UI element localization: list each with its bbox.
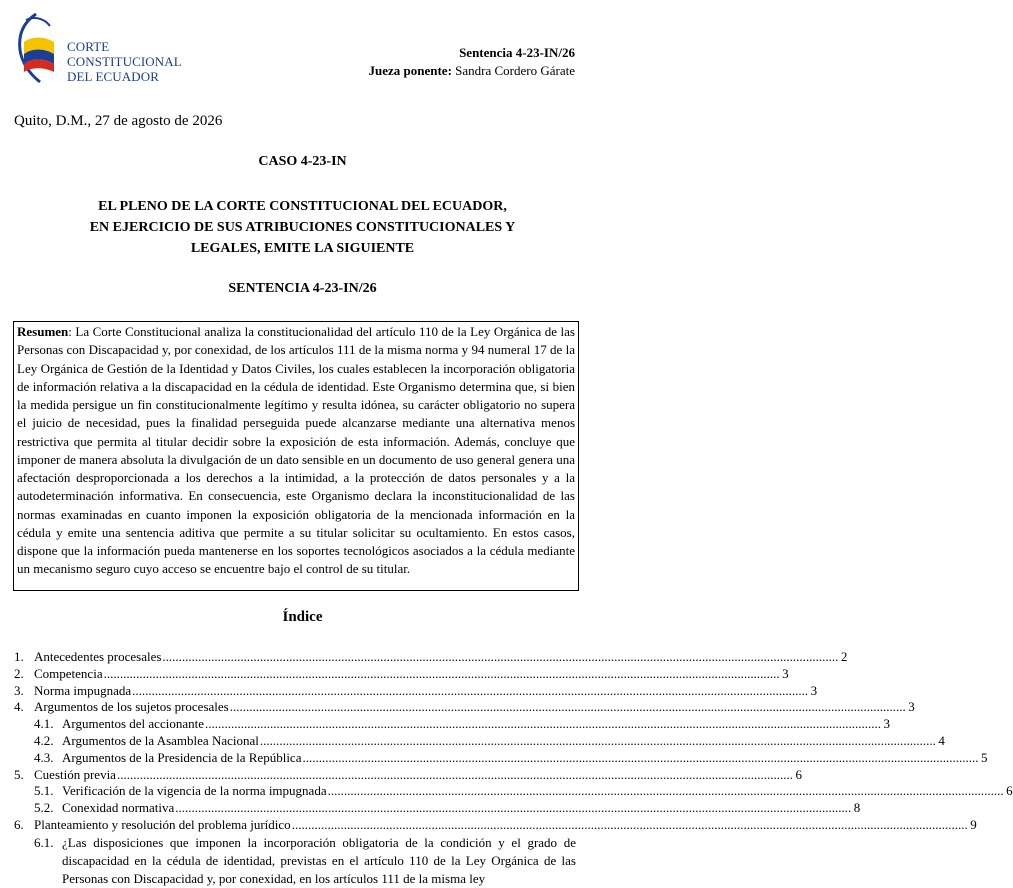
- court-logo: [14, 12, 189, 88]
- resumen-text: : La Corte Constitucional analiza la constitucionalidad del artículo 110 de la Ley Orgánica de las Personas con Discapacidad y, por conexidad, de los artículos 111 de la misma norma y 94 numeral 17 de la Ley Orgánica de Gestión de la Identidad y Datos Civiles, los cuales establecen la incorporación obligatoria de información relativa a la discapacidad en la cédula de identidad. Este Organismo determina que, si bien la medida persigue un fin constitucionalmente legítimo y resulta idónea, su carácter obligatorio no supera el juicio de necesidad, pues la finalidad perseguida puede alcanzarse mediante una alternativa menos restrictiva que permita al titular decidir sobre la exposición de esta información. Además, concluye que imponer de manera absoluta la divulgación de un dato sensible en un documento de uso general genera una afectación desproporcionada a los derechos a la intimidad, a la protección de datos personales y a la autodeterminación informativa. En consecuencia, este Organismo declara la inconstitucionalidad de las normas examinadas en cuanto imponen la exposición obligatoria de la mencionada información en la cédula y emite una sentencia aditiva que permite a su titular solicitar su ocultamiento. En estos casos, dispone que la información pueda mantenerse en los soportes tecnológicos asociados a la cédula mediante un mecanismo seguro cuyo acceso se encuentre bajo el control de su titular.: [17, 324, 575, 577]
- logo-text: [67, 39, 182, 84]
- pleno-line-3: LEGALES, EMITE LA SIGUIENTE: [190, 241, 415, 256]
- ecuador-flag-emblem-icon: [14, 12, 69, 88]
- resumen-box: [13, 321, 579, 591]
- logo-line-1: CORTE: [67, 39, 110, 54]
- table-of-contents: [14, 649, 1013, 834]
- toc-subitem[interactable]: 5.2. Conexidad normativa ..... 8: [14, 800, 576, 817]
- toc-item[interactable]: 5. Cuestión previa ..... 6: [14, 767, 576, 784]
- toc-item[interactable]: 3. Norma impugnada ..... 3: [14, 683, 576, 700]
- resumen-label: Resumen: [17, 324, 69, 339]
- header-reference: [368, 44, 575, 80]
- toc-item[interactable]: 2. Competencia ..... 3: [14, 666, 576, 683]
- toc-subitem-question[interactable]: ¿Las disposiciones que imponen la incorporación obligatoria de la condición y el grado de discapacidad en la cédula de identidad, previstas en el artículo 110 de la Ley Orgánica de las Personas con Discapacidad y, por conexidad, en los artículos 111 de la misma ley: [62, 835, 576, 886]
- toc-item[interactable]: 4. Argumentos de los sujetos procesales ..... 3: [14, 699, 576, 716]
- caso-title: CASO 4-23-IN: [258, 154, 347, 169]
- sentencia-title: SENTENCIA 4-23-IN/26: [228, 281, 377, 296]
- toc-item[interactable]: 6. Planteamiento y resolución del problema jurídico ..... 9: [14, 817, 576, 834]
- logo-line-2: CONSTITUCIONAL: [67, 54, 182, 69]
- toc-item[interactable]: 1. Antecedentes procesales ..... 2: [14, 649, 576, 666]
- toc-subitem[interactable]: 5.1. Verificación de la vigencia de la norma impugnada ..... 6: [14, 783, 576, 800]
- pleno-line-2: EN EJERCICIO DE SUS ATRIBUCIONES CONSTITUCIONALES Y: [89, 220, 516, 235]
- toc-subitem[interactable]: 4.3. Argumentos de la Presidencia de la República ..... 5: [14, 750, 576, 767]
- jueza-label: Jueza ponente:: [368, 63, 452, 78]
- logo-line-3: DEL ECUADOR: [67, 69, 159, 84]
- toc-subitem-number: 6.1.: [34, 835, 54, 850]
- toc-subitem[interactable]: 4.1. Argumentos del accionante ..... 3: [14, 716, 576, 733]
- jueza-name: Sandra Cordero Gárate: [455, 63, 575, 78]
- pleno-heading: [0, 196, 605, 259]
- toc-subitem[interactable]: 4.2. Argumentos de la Asamblea Nacional ..... 4: [14, 733, 576, 750]
- place-date: Quito, D.M., 27 de agosto de 2026: [14, 113, 223, 129]
- jueza-line: [368, 62, 575, 80]
- pleno-line-1: EL PLENO DE LA CORTE CONSTITUCIONAL DEL ECUADOR,: [98, 199, 507, 214]
- indice-title: Índice: [282, 609, 323, 625]
- sentencia-ref: Sentencia 4-23-IN/26: [459, 45, 575, 60]
